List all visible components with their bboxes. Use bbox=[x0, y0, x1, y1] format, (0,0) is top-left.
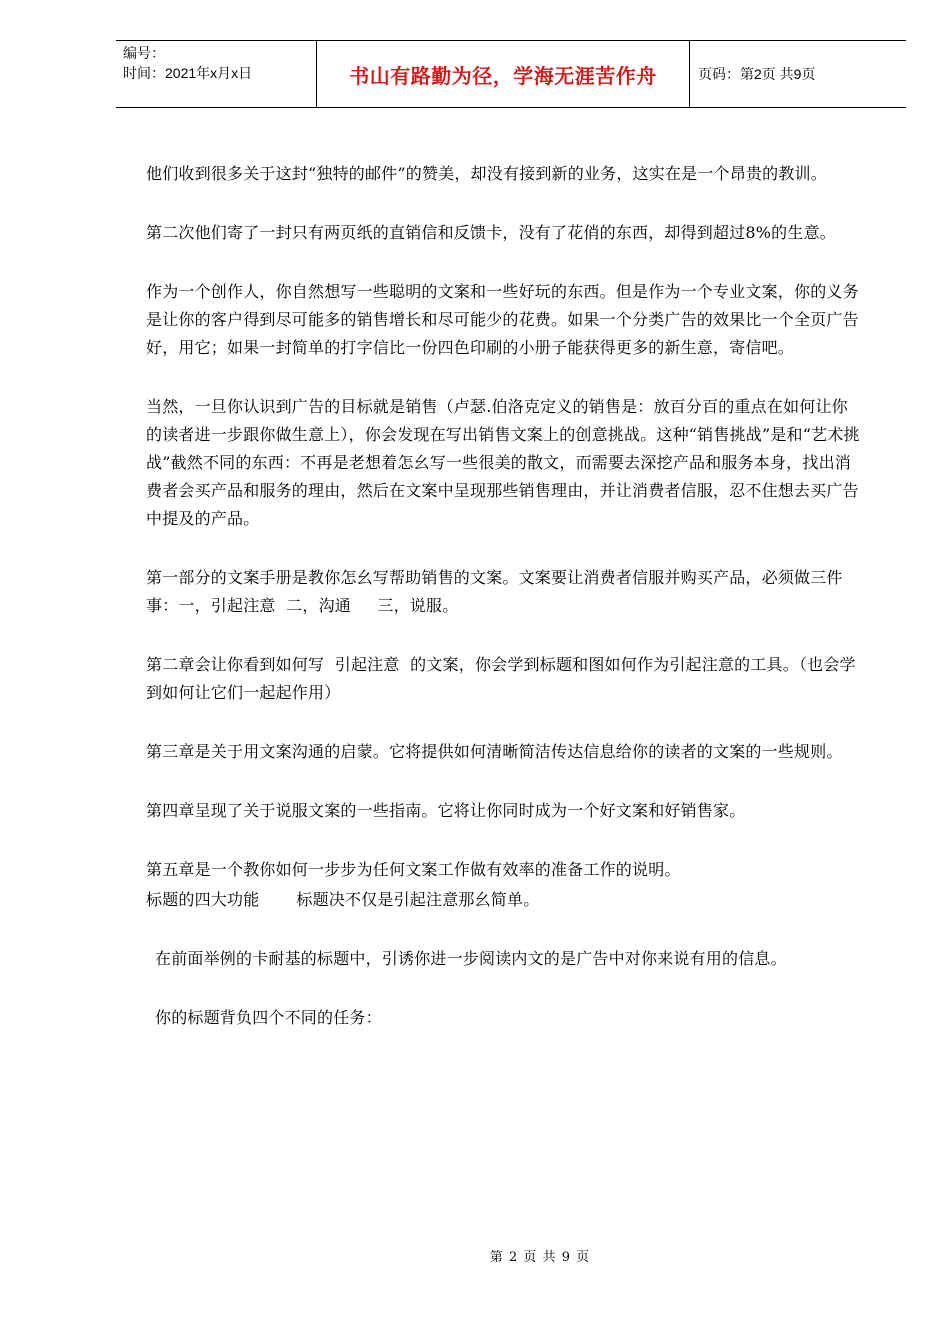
page-header bbox=[116, 40, 906, 108]
header-meta bbox=[116, 41, 316, 107]
paragraph: 第五章是一个教你如何一步步为任何文案工作做有效率的准备工作的说明。 bbox=[146, 860, 681, 879]
document-body bbox=[146, 160, 864, 1063]
paragraph: 第四章呈现了关于说服文案的一些指南。它将让你同时成为一个好文案和好销售家。 bbox=[146, 801, 746, 820]
paragraph: 作为一个创作人，你自然想写一些聪明的文案和一些好玩的东西。但是作为一个专业文案，你的义务是让你的客户得到尽可能多的销售增长和尽可能少的花费。如果一个分类广告的效果比一个全页广告好，用它；如果一封简单的打字信比一份四色印刷的小册子能获得更多的新生意，寄信吧。 bbox=[146, 282, 859, 357]
paragraph: 在前面举例的卡耐基的标题中，引诱你进一步阅读内文的是广告中对你来说有用的信息。 bbox=[155, 949, 787, 968]
paragraph: 当然，一旦你认识到广告的目标就是销售（卢瑟.伯洛克定义的销售是：放百分百的重点在如何让你的读者进一步跟你做生意上），你会发现在写出销售文案上的创意挑战。这种“销售挑战”是和“艺术挑战”截然不同的东西：不再是老想着怎幺写一些很美的散文，而需要去深挖产品和服务本身，找出消费者会买产品和服务的理由，然后在文案中呈现那些销售理由，并让消费者信服，忍不住想去买广告中提及的产品。 bbox=[146, 397, 860, 528]
paragraph: 他们收到很多关于这封“独特的邮件”的赞美，却没有接到新的业务，这实在是一个昂贵的教训。 bbox=[146, 164, 827, 183]
paragraph: 第二次他们寄了一封只有两页纸的直销信和反馈卡，没有了花俏的东西，却得到超过8%的生意。 bbox=[146, 223, 836, 242]
paragraph: 第一部分的文案手册是教你怎幺写帮助销售的文案。文案要让消费者信服并购买产品，必须做三件事：一，引起注意 二，沟通 三，说服。 bbox=[146, 568, 843, 615]
paragraph: 标题的四大功能 标题决不仅是引起注意那幺简单。 bbox=[146, 890, 540, 909]
number-label: 编号： bbox=[123, 45, 165, 61]
paragraph: 你的标题背负四个不同的任务： bbox=[155, 1008, 382, 1027]
page-footer: 第 2 页 共 9 页 bbox=[489, 1250, 591, 1265]
paragraph: 第二章会让你看到如何写 引起注意 的文案，你会学到标题和图如何作为引起注意的工具。（也会学到如何让它们一起起作用） bbox=[146, 655, 856, 702]
paragraph: 第三章是关于用文案沟通的启蒙。它将提供如何清晰简洁传达信息给你的读者的文案的一些规则。 bbox=[146, 742, 843, 761]
time-label: 时间：2021年x月x日 bbox=[123, 65, 253, 81]
header-motto: 书山有路勤为径，学海无涯苦作舟 bbox=[316, 41, 690, 107]
header-page-info: 页码：第2页 共9页 bbox=[698, 66, 816, 82]
